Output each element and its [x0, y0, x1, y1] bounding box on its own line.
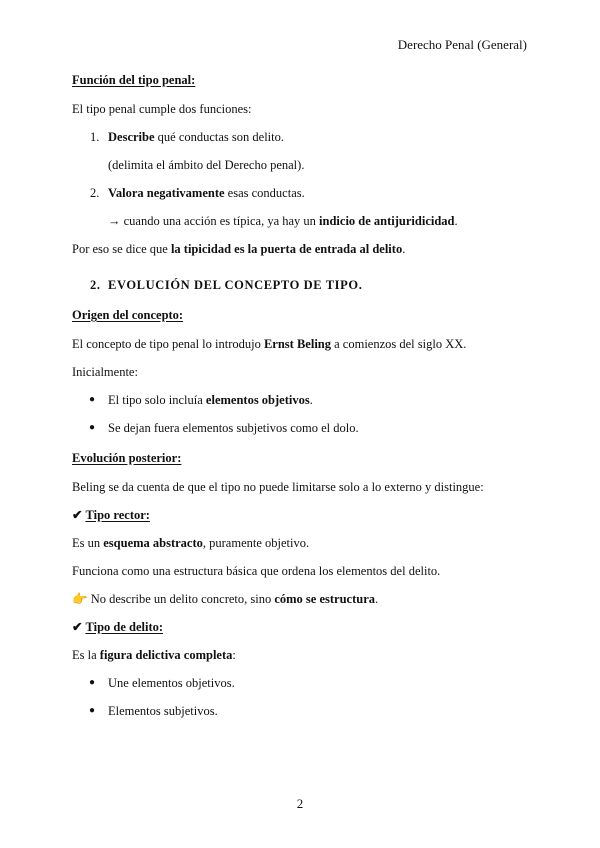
list-item: Valora negativamente esas conductas.: [108, 186, 305, 200]
subheading-tipo-rector: ✔ Tipo rector:: [72, 508, 150, 522]
bullet-item: El tipo solo incluía elementos objetivos.: [108, 393, 313, 407]
bullet-icon: ●: [89, 394, 96, 405]
bullet-item: Se dejan fuera elementos subjetivos como el dolo.: [108, 421, 359, 435]
paragraph-rector: Es un esquema abstracto, puramente objetivo.: [72, 536, 310, 550]
paragraph-inicialmente: Inicialmente:: [72, 365, 138, 379]
paragraph-evolucion: Beling se da cuenta de que el tipo no puede limitarse solo a lo externo y distingue:: [72, 480, 484, 494]
arrow-icon: →: [108, 214, 121, 228]
subheading-tipo-delito: ✔ Tipo de delito:: [72, 620, 164, 634]
paragraph-conclusion: Por eso se dice que la tipicidad es la puerta de entrada al delito.: [72, 242, 406, 256]
bullet-icon: ●: [89, 705, 96, 716]
paragraph-intro: El tipo penal cumple dos funciones:: [72, 102, 252, 116]
list-number: 2.: [90, 186, 100, 200]
section-title: 2. EVOLUCIÓN DEL CONCEPTO DE TIPO.: [90, 278, 363, 292]
bullet-item: Elementos subjetivos.: [108, 704, 218, 718]
paragraph-note: 👉 No describe un delito concreto, sino cómo se estructura.: [72, 592, 379, 606]
bullet-item: Une elementos objetivos.: [108, 676, 235, 690]
section-heading-funcion: Función del tipo penal:: [72, 73, 196, 87]
check-icon: ✔: [72, 508, 83, 522]
pointing-hand-icon: 👉: [72, 592, 88, 606]
bullet-icon: ●: [89, 677, 96, 688]
paragraph-origen: El concepto de tipo penal lo introdujo Ernst Beling a comienzos del siglo XX.: [72, 337, 467, 351]
list-item: Describe qué conductas son delito.: [108, 130, 285, 144]
bullet-icon: ●: [89, 422, 96, 433]
list-item-subline: → cuando una acción es típica, ya hay un indicio de antijuridicidad.: [108, 214, 458, 228]
running-header: Derecho Penal (General): [397, 37, 527, 52]
list-item-subline: (delimita el ámbito del Derecho penal).: [108, 158, 305, 172]
paragraph-funciona: Funciona como una estructura básica que ordena los elementos del delito.: [72, 564, 441, 578]
subheading-evolucion: Evolución posterior:: [72, 451, 182, 465]
paragraph-delito: Es la figura delictiva completa:: [72, 648, 236, 662]
page-number: 2: [296, 796, 304, 811]
list-number: 1.: [90, 130, 100, 144]
check-icon: ✔: [72, 620, 83, 634]
subheading-origen: Origen del concepto:: [72, 308, 184, 322]
